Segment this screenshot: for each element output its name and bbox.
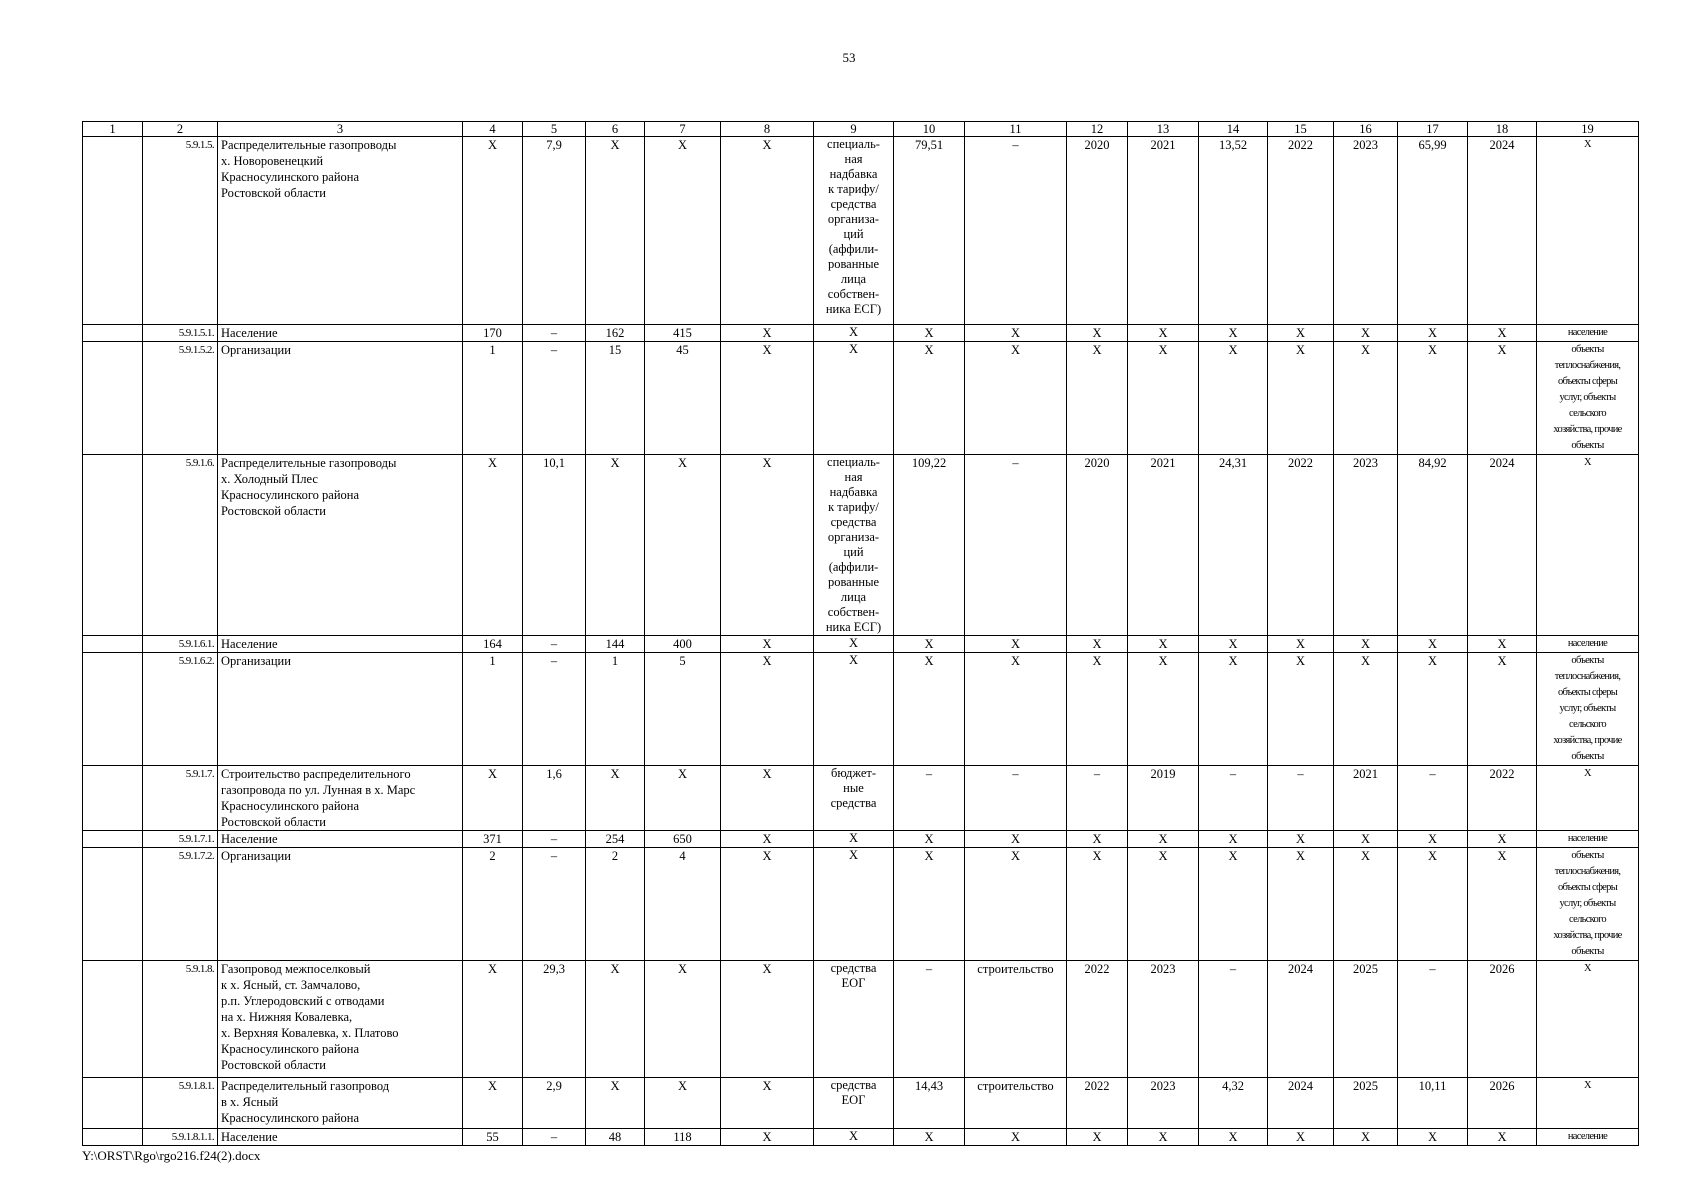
cell-c17: Х: [1398, 1129, 1468, 1146]
cell-stage: Х: [965, 653, 1067, 766]
cell-c17: Х: [1398, 848, 1468, 961]
cell-c8: Х: [721, 325, 814, 342]
cell-cost: 109,22: [894, 455, 965, 636]
cell-object-name: Население: [218, 1129, 463, 1146]
cell-c12: Х: [1067, 653, 1128, 766]
cell-c13: 2023: [1128, 961, 1199, 1078]
cell-object-name: Распределительные газопроводы х. Новоровенецкий Красносулинского района Ростовской области: [218, 137, 463, 325]
cell-c16: 2023: [1334, 455, 1398, 636]
cell-cost: Х: [894, 342, 965, 455]
table-row: [83, 831, 1639, 848]
cell-funding-source: Х: [814, 342, 894, 455]
cell-group: [83, 636, 143, 653]
cell-code: 5.9.1.8.: [143, 961, 218, 1078]
cell-c13: 2023: [1128, 1078, 1199, 1129]
column-number-cell: 12: [1067, 122, 1128, 137]
cell-c8: Х: [721, 1129, 814, 1146]
cell-cost: Х: [894, 831, 965, 848]
cell-c7: Х: [645, 137, 721, 325]
cell-consumers: население: [1537, 831, 1639, 848]
cell-c16: 2021: [1334, 766, 1398, 831]
cell-group: [83, 766, 143, 831]
cell-c7: 400: [645, 636, 721, 653]
cell-code: 5.9.1.8.1.: [143, 1078, 218, 1129]
cell-stage: Х: [965, 636, 1067, 653]
cell-c17: Х: [1398, 653, 1468, 766]
cell-c15: 2024: [1268, 961, 1334, 1078]
cell-c8: Х: [721, 766, 814, 831]
cell-code: 5.9.1.6.1.: [143, 636, 218, 653]
cell-c15: 2022: [1268, 137, 1334, 325]
page-number: 53: [842, 50, 856, 65]
column-number-cell: 2: [143, 122, 218, 137]
cell-funding-source: Х: [814, 636, 894, 653]
cell-c8: Х: [721, 961, 814, 1078]
cell-c14: 13,52: [1199, 137, 1268, 325]
cell-code: 5.9.1.6.2.: [143, 653, 218, 766]
cell-c4: Х: [463, 455, 523, 636]
cell-c8: Х: [721, 455, 814, 636]
cell-c4: Х: [463, 137, 523, 325]
cell-group: [83, 961, 143, 1078]
cell-c18: Х: [1468, 325, 1537, 342]
cell-c4: Х: [463, 961, 523, 1078]
cell-consumers: Х: [1537, 1078, 1639, 1129]
cell-c15: Х: [1268, 325, 1334, 342]
cell-c6: Х: [586, 1078, 645, 1129]
investment-table: [82, 121, 1639, 1146]
cell-c6: Х: [586, 961, 645, 1078]
cell-c8: Х: [721, 1078, 814, 1129]
cell-stage: –: [965, 137, 1067, 325]
cell-length: 10,1: [523, 455, 586, 636]
cell-funding-source: Х: [814, 848, 894, 961]
column-number-cell: 16: [1334, 122, 1398, 137]
cell-c12: 2020: [1067, 455, 1128, 636]
cell-c16: 2023: [1334, 137, 1398, 325]
cell-c6: 144: [586, 636, 645, 653]
cell-length: –: [523, 653, 586, 766]
cell-c17: –: [1398, 961, 1468, 1078]
cell-c13: Х: [1128, 325, 1199, 342]
cell-code: 5.9.1.7.1.: [143, 831, 218, 848]
cell-c13: 2021: [1128, 455, 1199, 636]
cell-c8: Х: [721, 137, 814, 325]
cell-group: [83, 653, 143, 766]
column-number-cell: 3: [218, 122, 463, 137]
cell-c16: 2025: [1334, 1078, 1398, 1129]
cell-c6: 15: [586, 342, 645, 455]
cell-c18: Х: [1468, 636, 1537, 653]
column-number-cell: 7: [645, 122, 721, 137]
cell-c17: Х: [1398, 636, 1468, 653]
cell-c7: 4: [645, 848, 721, 961]
cell-c7: Х: [645, 1078, 721, 1129]
table-row: [83, 766, 1639, 831]
cell-group: [83, 848, 143, 961]
cell-length: –: [523, 1129, 586, 1146]
cell-c15: Х: [1268, 1129, 1334, 1146]
cell-stage: Х: [965, 1129, 1067, 1146]
cell-c18: 2024: [1468, 137, 1537, 325]
cell-c18: Х: [1468, 1129, 1537, 1146]
cell-group: [83, 455, 143, 636]
cell-c4: Х: [463, 1078, 523, 1129]
cell-cost: 79,51: [894, 137, 965, 325]
cell-stage: –: [965, 455, 1067, 636]
cell-object-name: Население: [218, 831, 463, 848]
cell-cost: Х: [894, 636, 965, 653]
cell-c15: 2024: [1268, 1078, 1334, 1129]
cell-consumers: Х: [1537, 961, 1639, 1078]
cell-c13: Х: [1128, 636, 1199, 653]
cell-c17: 10,11: [1398, 1078, 1468, 1129]
cell-c16: Х: [1334, 1129, 1398, 1146]
cell-stage: строительство: [965, 1078, 1067, 1129]
cell-c14: 4,32: [1199, 1078, 1268, 1129]
cell-c4: 1: [463, 342, 523, 455]
cell-c12: –: [1067, 766, 1128, 831]
column-number-cell: 19: [1537, 122, 1639, 137]
table-row: [83, 1129, 1639, 1146]
cell-consumers: население: [1537, 636, 1639, 653]
cell-c14: 24,31: [1199, 455, 1268, 636]
column-number-cell: 15: [1268, 122, 1334, 137]
column-number-cell: 17: [1398, 122, 1468, 137]
cell-c15: –: [1268, 766, 1334, 831]
cell-object-name: Распределительный газопровод в х. Ясный Красносулинского района: [218, 1078, 463, 1129]
cell-c4: 55: [463, 1129, 523, 1146]
cell-c12: 2022: [1067, 1078, 1128, 1129]
cell-object-name: Население: [218, 325, 463, 342]
cell-c4: 1: [463, 653, 523, 766]
cell-code: 5.9.1.5.: [143, 137, 218, 325]
table-row: [83, 653, 1639, 766]
cell-c13: Х: [1128, 831, 1199, 848]
table-row: [83, 636, 1639, 653]
cell-c15: Х: [1268, 848, 1334, 961]
cell-c17: Х: [1398, 831, 1468, 848]
cell-c18: Х: [1468, 831, 1537, 848]
cell-c12: Х: [1067, 831, 1128, 848]
column-number-cell: 8: [721, 122, 814, 137]
cell-c13: 2021: [1128, 137, 1199, 325]
cell-c6: 162: [586, 325, 645, 342]
cell-c13: Х: [1128, 342, 1199, 455]
cell-consumers: Х: [1537, 766, 1639, 831]
cell-c12: Х: [1067, 636, 1128, 653]
table-row: [83, 325, 1639, 342]
cell-c17: 84,92: [1398, 455, 1468, 636]
cell-group: [83, 325, 143, 342]
cell-c16: Х: [1334, 636, 1398, 653]
cell-c15: Х: [1268, 636, 1334, 653]
footer-file-path: Y:\ORST\Rgo\rgo216.f24(2).docx: [82, 1148, 261, 1163]
cell-c18: Х: [1468, 848, 1537, 961]
cell-c7: 5: [645, 653, 721, 766]
table-row: [83, 455, 1639, 636]
cell-c12: Х: [1067, 1129, 1128, 1146]
cell-c4: 170: [463, 325, 523, 342]
cell-group: [83, 1078, 143, 1129]
cell-c4: 371: [463, 831, 523, 848]
column-number-header: [83, 122, 1639, 137]
cell-code: 5.9.1.5.2.: [143, 342, 218, 455]
cell-object-name: Население: [218, 636, 463, 653]
cell-funding-source: Х: [814, 1129, 894, 1146]
cell-stage: Х: [965, 325, 1067, 342]
cell-object-name: Организации: [218, 653, 463, 766]
cell-c7: 650: [645, 831, 721, 848]
cell-c6: Х: [586, 137, 645, 325]
cell-c14: Х: [1199, 1129, 1268, 1146]
cell-length: 1,6: [523, 766, 586, 831]
cell-c8: Х: [721, 342, 814, 455]
column-number-cell: 6: [586, 122, 645, 137]
cell-c8: Х: [721, 831, 814, 848]
cell-funding-source: средства ЕОГ: [814, 961, 894, 1078]
cell-group: [83, 1129, 143, 1146]
cell-stage: –: [965, 766, 1067, 831]
cell-funding-source: специаль- ная надбавка к тарифу/ средства организа- ций (аффили- рованные лица собствен- ника ЕСГ): [814, 455, 894, 636]
cell-c16: Х: [1334, 325, 1398, 342]
cell-length: 29,3: [523, 961, 586, 1078]
cell-c14: Х: [1199, 831, 1268, 848]
cell-length: 2,9: [523, 1078, 586, 1129]
cell-c14: –: [1199, 961, 1268, 1078]
cell-c14: Х: [1199, 653, 1268, 766]
cell-c17: Х: [1398, 325, 1468, 342]
cell-c14: Х: [1199, 325, 1268, 342]
column-number-cell: 14: [1199, 122, 1268, 137]
cell-cost: Х: [894, 848, 965, 961]
cell-c14: Х: [1199, 636, 1268, 653]
table-row: [83, 961, 1639, 1078]
cell-funding-source: Х: [814, 325, 894, 342]
cell-c15: Х: [1268, 342, 1334, 455]
cell-consumers: Х: [1537, 137, 1639, 325]
table-row: [83, 137, 1639, 325]
cell-cost: Х: [894, 325, 965, 342]
cell-code: 5.9.1.8.1.1.: [143, 1129, 218, 1146]
cell-cost: –: [894, 961, 965, 1078]
column-number-cell: 11: [965, 122, 1067, 137]
cell-length: –: [523, 831, 586, 848]
cell-c16: Х: [1334, 848, 1398, 961]
cell-c12: Х: [1067, 325, 1128, 342]
cell-c7: Х: [645, 961, 721, 1078]
column-number-cell: 5: [523, 122, 586, 137]
cell-object-name: Организации: [218, 342, 463, 455]
cell-code: 5.9.1.7.2.: [143, 848, 218, 961]
cell-length: –: [523, 636, 586, 653]
cell-c13: Х: [1128, 1129, 1199, 1146]
cell-stage: Х: [965, 848, 1067, 961]
cell-code: 5.9.1.7.: [143, 766, 218, 831]
cell-length: –: [523, 342, 586, 455]
cell-c17: –: [1398, 766, 1468, 831]
cell-c18: 2022: [1468, 766, 1537, 831]
cell-cost: –: [894, 766, 965, 831]
cell-group: [83, 137, 143, 325]
cell-length: –: [523, 325, 586, 342]
cell-consumers: Х: [1537, 455, 1639, 636]
cell-funding-source: средства ЕОГ: [814, 1078, 894, 1129]
cell-c6: 2: [586, 848, 645, 961]
cell-c12: Х: [1067, 848, 1128, 961]
cell-funding-source: Х: [814, 653, 894, 766]
cell-length: 7,9: [523, 137, 586, 325]
cell-c15: Х: [1268, 831, 1334, 848]
cell-c13: Х: [1128, 848, 1199, 961]
cell-object-name: Газопровод межпоселковый к х. Ясный, ст. Замчалово, р.п. Углеродовский с отводами на х. Нижняя Ковалевка, х. Верхняя Ковалевка, х. Платово Красносулинского района Ростовской области: [218, 961, 463, 1078]
cell-stage: строительство: [965, 961, 1067, 1078]
column-number-cell: 4: [463, 122, 523, 137]
cell-consumers: объекты теплоснабжения, объекты сферы услуг, объекты сельского хозяйства, прочие объекты: [1537, 848, 1639, 961]
cell-c8: Х: [721, 636, 814, 653]
cell-c6: 48: [586, 1129, 645, 1146]
cell-group: [83, 342, 143, 455]
cell-c16: Х: [1334, 831, 1398, 848]
cell-c18: 2026: [1468, 1078, 1537, 1129]
cell-c7: Х: [645, 455, 721, 636]
cell-c4: 2: [463, 848, 523, 961]
cell-c18: Х: [1468, 342, 1537, 455]
cell-c12: Х: [1067, 342, 1128, 455]
cell-c18: Х: [1468, 653, 1537, 766]
column-number-cell: 9: [814, 122, 894, 137]
cell-c4: 164: [463, 636, 523, 653]
cell-cost: 14,43: [894, 1078, 965, 1129]
cell-c12: 2020: [1067, 137, 1128, 325]
cell-c17: Х: [1398, 342, 1468, 455]
column-number-cell: 13: [1128, 122, 1199, 137]
cell-stage: Х: [965, 831, 1067, 848]
cell-c8: Х: [721, 653, 814, 766]
cell-object-name: Строительство распределительного газопровода по ул. Лунная в х. Марс Красносулинского района Ростовской области: [218, 766, 463, 831]
table-row: [83, 848, 1639, 961]
cell-c13: 2019: [1128, 766, 1199, 831]
table-row: [83, 342, 1639, 455]
cell-consumers: объекты теплоснабжения, объекты сферы услуг, объекты сельского хозяйства, прочие объекты: [1537, 653, 1639, 766]
cell-object-name: Организации: [218, 848, 463, 961]
cell-c8: Х: [721, 848, 814, 961]
cell-funding-source: бюджет- ные средства: [814, 766, 894, 831]
cell-cost: Х: [894, 1129, 965, 1146]
cell-c7: 415: [645, 325, 721, 342]
column-number-cell: 1: [83, 122, 143, 137]
cell-c12: 2022: [1067, 961, 1128, 1078]
cell-consumers: население: [1537, 325, 1639, 342]
cell-funding-source: специаль- ная надбавка к тарифу/ средства организа- ций (аффили- рованные лица собствен- ника ЕСГ): [814, 137, 894, 325]
cell-c6: 1: [586, 653, 645, 766]
cell-c6: 254: [586, 831, 645, 848]
cell-c13: Х: [1128, 653, 1199, 766]
cell-c15: 2022: [1268, 455, 1334, 636]
cell-c14: –: [1199, 766, 1268, 831]
cell-c17: 65,99: [1398, 137, 1468, 325]
cell-funding-source: Х: [814, 831, 894, 848]
table-row: [83, 1078, 1639, 1129]
cell-c4: Х: [463, 766, 523, 831]
cell-c18: 2024: [1468, 455, 1537, 636]
cell-c6: Х: [586, 455, 645, 636]
cell-c7: 45: [645, 342, 721, 455]
cell-c15: Х: [1268, 653, 1334, 766]
cell-c16: Х: [1334, 342, 1398, 455]
cell-object-name: Распределительные газопроводы х. Холодный Плес Красносулинского района Ростовской области: [218, 455, 463, 636]
cell-group: [83, 831, 143, 848]
column-number-cell: 18: [1468, 122, 1537, 137]
cell-c16: 2025: [1334, 961, 1398, 1078]
cell-c18: 2026: [1468, 961, 1537, 1078]
cell-cost: Х: [894, 653, 965, 766]
cell-c6: Х: [586, 766, 645, 831]
cell-consumers: население: [1537, 1129, 1639, 1146]
cell-code: 5.9.1.5.1.: [143, 325, 218, 342]
cell-length: –: [523, 848, 586, 961]
column-number-cell: 10: [894, 122, 965, 137]
cell-c7: Х: [645, 766, 721, 831]
cell-c14: Х: [1199, 342, 1268, 455]
cell-c16: Х: [1334, 653, 1398, 766]
cell-c7: 118: [645, 1129, 721, 1146]
cell-consumers: объекты теплоснабжения, объекты сферы услуг, объекты сельского хозяйства, прочие объекты: [1537, 342, 1639, 455]
cell-c14: Х: [1199, 848, 1268, 961]
cell-stage: Х: [965, 342, 1067, 455]
cell-code: 5.9.1.6.: [143, 455, 218, 636]
